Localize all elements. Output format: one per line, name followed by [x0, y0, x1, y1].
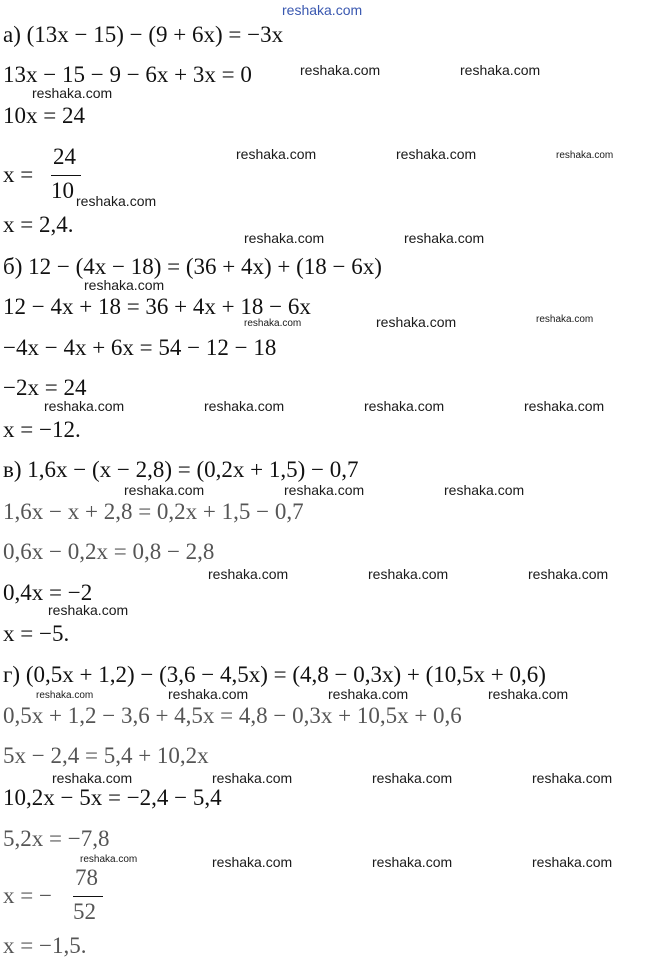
problem-a-step2: 10x = 24: [3, 103, 85, 128]
problem-g-step4: 5,2x = −7,8: [3, 826, 110, 851]
watermark[interactable]: reshaka.com: [532, 854, 613, 870]
watermark[interactable]: reshaka.com: [300, 62, 381, 78]
fraction-denominator: 10: [51, 178, 74, 203]
watermark[interactable]: reshaka.com: [536, 314, 594, 325]
problem-v-step2: 0,6x − 0,2x = 0,8 − 2,8: [3, 539, 215, 564]
fraction-numerator: 78: [75, 865, 98, 890]
fraction-bar: [73, 896, 103, 897]
problem-g-answer: x = −1,5.: [3, 933, 87, 958]
watermark[interactable]: reshaka.com: [84, 277, 165, 293]
problem-a-answer: x = 2,4.: [3, 212, 74, 237]
watermark[interactable]: reshaka.com: [328, 686, 409, 702]
watermark[interactable]: reshaka.com: [76, 193, 157, 209]
fraction-bar: [51, 175, 81, 176]
watermark[interactable]: reshaka.com: [368, 566, 449, 582]
fraction-lhs: x =: [3, 162, 34, 187]
fraction-numerator: 24: [53, 144, 76, 169]
watermark[interactable]: reshaka.com: [556, 150, 614, 161]
fraction-lhs: x = −: [3, 883, 52, 908]
watermark[interactable]: reshaka.com: [212, 770, 293, 786]
watermark[interactable]: reshaka.com: [460, 62, 541, 78]
problem-a-step1: 13x − 15 − 9 − 6x + 3x = 0: [3, 62, 252, 87]
watermark[interactable]: reshaka.com: [36, 690, 94, 701]
problem-v-step1: 1,6x − x + 2,8 = 0,2x + 1,5 − 0,7: [3, 499, 304, 524]
watermark[interactable]: reshaka.com: [212, 854, 293, 870]
problem-a-header: а) (13x − 15) − (9 + 6x) = −3x: [3, 22, 284, 47]
problem-b-step2: −4x − 4x + 6x = 54 − 12 − 18: [3, 335, 277, 360]
watermark[interactable]: reshaka.com: [52, 770, 133, 786]
watermark[interactable]: reshaka.com: [168, 686, 249, 702]
watermark[interactable]: reshaka.com: [524, 398, 605, 414]
watermark[interactable]: reshaka.com: [32, 85, 113, 101]
watermark[interactable]: reshaka.com: [372, 770, 453, 786]
watermark[interactable]: reshaka.com: [444, 482, 525, 498]
watermark[interactable]: reshaka.com: [244, 230, 325, 246]
watermark-banner[interactable]: reshaka.com: [282, 2, 363, 18]
watermark[interactable]: reshaka.com: [488, 686, 569, 702]
watermark[interactable]: reshaka.com: [80, 854, 138, 865]
problem-v-answer: x = −5.: [3, 621, 70, 646]
watermark[interactable]: reshaka.com: [44, 398, 125, 414]
watermark[interactable]: reshaka.com: [372, 854, 453, 870]
watermark[interactable]: reshaka.com: [284, 482, 365, 498]
watermark[interactable]: reshaka.com: [528, 566, 609, 582]
watermark[interactable]: reshaka.com: [364, 398, 445, 414]
watermark[interactable]: reshaka.com: [376, 314, 457, 330]
problem-b-step3: −2x = 24: [3, 375, 87, 400]
watermark[interactable]: reshaka.com: [404, 230, 485, 246]
problem-b-step1: 12 − 4x + 18 = 36 + 4x + 18 − 6x: [3, 294, 311, 319]
problem-g-step1: 0,5x + 1,2 − 3,6 + 4,5x = 4,8 − 0,3x + 10,5x + 0,6: [3, 703, 462, 728]
watermark[interactable]: reshaka.com: [532, 770, 613, 786]
watermark[interactable]: reshaka.com: [236, 146, 317, 162]
problem-g-step3: 10,2x − 5x = −2,4 − 5,4: [3, 785, 222, 810]
watermark[interactable]: reshaka.com: [396, 146, 477, 162]
fraction-denominator: 52: [73, 899, 96, 924]
watermark[interactable]: reshaka.com: [48, 602, 129, 618]
problem-v-header: в) 1,6x − (x − 2,8) = (0,2x + 1,5) − 0,7: [3, 457, 359, 482]
problem-b-answer: x = −12.: [3, 417, 81, 442]
watermark[interactable]: reshaka.com: [204, 398, 285, 414]
problem-b-header: б) 12 − (4x − 18) = (36 + 4x) + (18 − 6x): [3, 254, 382, 279]
problem-v-step3: 0,4x = −2: [3, 580, 93, 605]
watermark[interactable]: reshaka.com: [244, 318, 302, 329]
problem-g-step2: 5x − 2,4 = 5,4 + 10,2x: [3, 743, 209, 768]
watermark[interactable]: reshaka.com: [124, 482, 205, 498]
problem-g-header: г) (0,5x + 1,2) − (3,6 − 4,5x) = (4,8 − 0,3x) + (10,5x + 0,6): [3, 662, 546, 687]
watermark[interactable]: reshaka.com: [208, 566, 289, 582]
